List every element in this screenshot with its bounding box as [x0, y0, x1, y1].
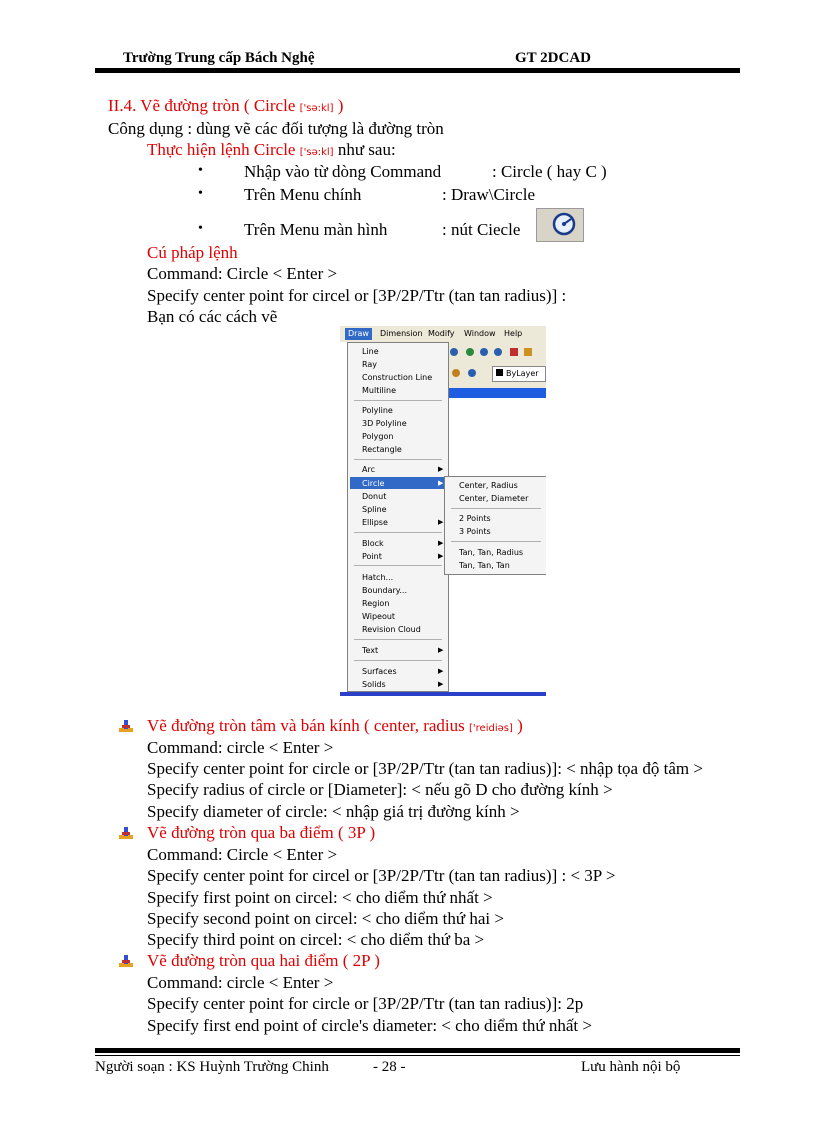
menu-window[interactable]: Window — [464, 329, 496, 338]
circle-tool-icon — [536, 208, 584, 242]
submenu-item[interactable]: 3 Points — [459, 527, 491, 536]
menu-item[interactable]: 3D Polyline — [362, 419, 407, 428]
menu-item[interactable]: Ellipse — [362, 518, 388, 527]
menu-separator — [354, 532, 442, 533]
pointer-hand-icon — [118, 826, 134, 840]
pointer-hand-icon — [118, 719, 134, 733]
submenu-arrow-icon: ▶ — [438, 667, 444, 675]
bullet-value: : Circle ( hay C ) — [492, 162, 607, 181]
menu-item[interactable]: Point — [362, 552, 382, 561]
submenu-arrow-icon: ▶ — [438, 465, 444, 473]
menu-separator — [451, 541, 541, 542]
bullet-value: : nút Ciecle — [442, 220, 521, 239]
menu-item[interactable]: Rectangle — [362, 445, 402, 454]
menu-item[interactable]: Donut — [362, 492, 387, 501]
bullet-dot: • — [198, 186, 203, 201]
menu-separator — [354, 565, 442, 566]
method-line: Specify center point for circle or [3P/2P/Ttr (tan tan radius)]: < nhập tọa độ tâm > — [147, 759, 703, 778]
footer-rule — [95, 1048, 740, 1053]
header-school: Trường Trung cấp Bách Nghệ — [123, 50, 315, 66]
menu-item-circle[interactable]: Circle — [362, 479, 385, 488]
menu-item[interactable]: Text — [362, 646, 379, 655]
submenu-item[interactable]: Center, Diameter — [459, 494, 529, 503]
method-title: Vẽ đường tròn qua hai điểm ( 2P ) — [147, 951, 380, 970]
menu-item[interactable]: Region — [362, 599, 390, 608]
title-bar — [448, 388, 546, 398]
method-line: Specify diameter of circle: < nhập giá trị đường kính > — [147, 802, 520, 821]
bullet-dot: • — [198, 163, 203, 178]
menu-help[interactable]: Help — [504, 329, 523, 338]
menu-item[interactable]: Surfaces — [362, 667, 397, 676]
menu-separator — [354, 400, 442, 401]
method-line: Specify first point on circel: < cho diểm thứ nhất > — [147, 888, 493, 907]
submenu-item[interactable]: Center, Radius — [459, 481, 518, 490]
circle-submenu — [444, 476, 546, 575]
menu-item[interactable]: Revision Cloud — [362, 625, 421, 634]
toolbar — [448, 342, 546, 388]
submenu-item[interactable]: Tan, Tan, Tan — [459, 561, 510, 570]
header-course: GT 2DCAD — [515, 50, 591, 66]
syntax-line: Bạn có các cách vẽ — [147, 307, 278, 326]
menu-separator — [354, 639, 442, 640]
menu-item[interactable]: Polygon — [362, 432, 394, 441]
menu-item[interactable]: Hatch... — [362, 573, 394, 582]
bullet-value: : Draw\Circle — [442, 185, 535, 204]
menu-item[interactable]: Spline — [362, 505, 387, 514]
pointer-hand-icon — [118, 954, 134, 968]
header-rule — [95, 68, 740, 73]
draw-dropdown — [347, 342, 449, 692]
bullet-label: Nhập vào từ dòng Command — [244, 162, 442, 181]
method-line: Specify third point on circel: < cho diểm thứ ba > — [147, 930, 485, 949]
menu-item[interactable]: Arc — [362, 465, 375, 474]
footer-author: Người soạn : KS Huỳnh Trường Chinh — [95, 1059, 329, 1075]
section-title: II.4. Vẽ đường tròn ( Circle ['sə:kl] ) — [108, 96, 344, 115]
method-line: Specify first end point of circle's diameter: < cho diểm thứ nhất > — [147, 1016, 592, 1035]
submenu-item[interactable]: 2 Points — [459, 514, 491, 523]
menu-draw[interactable]: Draw — [345, 328, 372, 340]
method-line: Specify second point on circel: < cho diểm thứ hai > — [147, 909, 504, 928]
menu-item[interactable]: Line — [362, 347, 379, 356]
method-line: Command: circle < Enter > — [147, 973, 334, 992]
menu-item[interactable]: Ray — [362, 360, 378, 369]
footer-rule-thin — [95, 1055, 740, 1056]
page-number: - 28 - — [373, 1059, 406, 1075]
menu-item[interactable]: Construction Line — [362, 373, 433, 382]
method-line: Specify center point for circle or [3P/2P/Ttr (tan tan radius)]: 2p — [147, 994, 584, 1013]
method-title: Vẽ đường tròn tâm và bán kính ( center, radius ['reidiəs] ) — [147, 716, 523, 735]
bullet-label: Trên Menu chính — [244, 185, 362, 204]
menu-bar — [340, 326, 546, 342]
menu-item[interactable]: Solids — [362, 680, 386, 689]
menu-separator — [354, 660, 442, 661]
method-line: Specify radius of circle or [Diameter]: < nếu gõ D cho đường kính > — [147, 780, 613, 799]
menu-item[interactable]: Boundary... — [362, 586, 408, 595]
syntax-line: Command: Circle < Enter > — [147, 264, 338, 283]
submenu-arrow-icon: ▶ — [438, 539, 444, 547]
bylayer-dropdown[interactable]: ByLayer — [492, 366, 546, 382]
menu-separator — [354, 459, 442, 460]
menu-dimension[interactable]: Dimension — [380, 329, 423, 338]
menu-modify[interactable]: Modify — [428, 329, 455, 338]
submenu-arrow-icon: ▶ — [438, 680, 444, 688]
menu-separator — [451, 508, 541, 509]
method-line: Command: circle < Enter > — [147, 738, 334, 757]
submenu-arrow-icon: ▶ — [438, 518, 444, 526]
menu-item[interactable]: Multiline — [362, 386, 396, 395]
method-line: Command: Circle < Enter > — [147, 845, 338, 864]
menu-item[interactable]: Block — [362, 539, 384, 548]
menu-item[interactable]: Polyline — [362, 406, 393, 415]
submenu-arrow-icon: ▶ — [438, 646, 444, 654]
draw-menu-screenshot — [340, 326, 546, 696]
submenu-item[interactable]: Tan, Tan, Radius — [459, 548, 524, 557]
bullet-label: Trên Menu màn hình — [244, 220, 388, 239]
exec-line: Thực hiện lệnh Circle ['sə:kl] như sau: — [147, 140, 396, 159]
method-title: Vẽ đường tròn qua ba điểm ( 3P ) — [147, 823, 376, 842]
submenu-arrow-icon: ▶ — [438, 552, 444, 560]
footer-note: Lưu hành nội bộ — [581, 1059, 681, 1075]
syntax-line: Specify center point for circel or [3P/2P/Ttr (tan tan radius)] : — [147, 286, 567, 305]
method-line: Specify center point for circel or [3P/2P/Ttr (tan tan radius)] : < 3P > — [147, 866, 616, 885]
menu-item[interactable]: Wipeout — [362, 612, 396, 621]
syntax-title: Cú pháp lệnh — [147, 243, 238, 262]
submenu-arrow-icon: ▶ — [438, 479, 444, 487]
bullet-dot: • — [198, 221, 203, 236]
usage-text: Công dụng : dùng vẽ các đối tượng là đường tròn — [108, 119, 444, 138]
